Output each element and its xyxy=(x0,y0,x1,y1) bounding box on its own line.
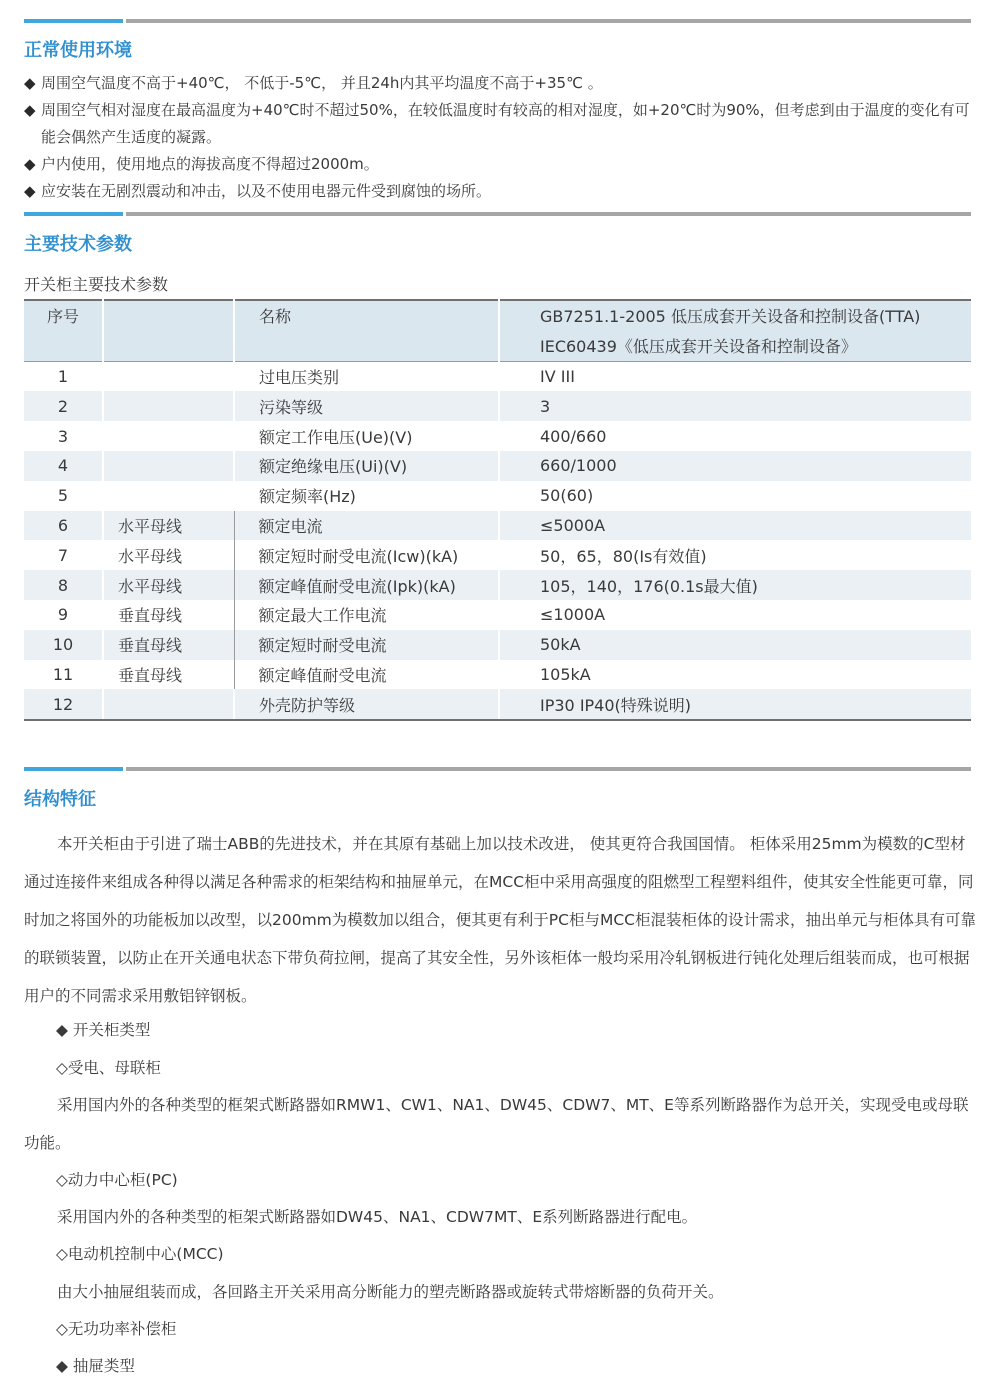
cell-group: 垂直母线 xyxy=(103,630,234,660)
drawer-heading: ◆ 抽屉类型 xyxy=(56,1357,135,1375)
type4-title: ◇无功功率补偿柜 xyxy=(56,1320,177,1338)
cell-value: IP30 IP40(特殊说明) xyxy=(499,689,971,720)
section-title-parameters: 主要技术参数 xyxy=(24,234,132,255)
cell-name: 过电压类别 xyxy=(234,361,499,391)
table-row xyxy=(24,689,971,720)
cell-value: 400/660 xyxy=(540,426,607,446)
cell-group: 垂直母线 xyxy=(103,600,234,630)
table-header-row xyxy=(24,331,971,361)
cell-no: 3 xyxy=(24,421,103,451)
cell-value: 50，65，80(Is有效值) xyxy=(540,546,707,566)
cell-group xyxy=(103,421,234,451)
cell-no: 10 xyxy=(24,630,103,660)
cell-no: 1 xyxy=(24,361,103,391)
divider-line xyxy=(126,212,971,216)
header-standard-2: IEC60439《低压成套开关设备和控制设备》 xyxy=(499,331,971,361)
cell-group: 水平母线 xyxy=(103,540,234,570)
table-row xyxy=(24,391,971,421)
environment-list xyxy=(24,70,979,205)
table-row xyxy=(24,630,971,660)
table-row xyxy=(24,421,971,451)
cell-group: 水平母线 xyxy=(103,570,234,600)
diamond-bullet-icon: ◆ xyxy=(24,155,36,173)
cell-no: 6 xyxy=(24,511,103,541)
diamond-bullet-icon: ◆ xyxy=(24,182,36,200)
cell-no: 11 xyxy=(24,660,103,690)
section-divider xyxy=(24,767,971,772)
cell-group: 水平母线 xyxy=(103,511,234,541)
cell-no: 12 xyxy=(24,689,103,720)
cell-value: 50(60) xyxy=(540,486,594,506)
diamond-bullet-icon: ◆ xyxy=(24,74,36,92)
type3-desc: 由大小抽屉组装而成，各回路主开关采用高分断能力的塑壳断路器或旋转式带熔断器的负荷开关。 xyxy=(57,1283,724,1301)
cell-value: 105，140，176(0.1s最大值) xyxy=(499,570,971,600)
cell-name: 额定最大工作电流 xyxy=(234,600,499,630)
cell-name: 额定绝缘电压(Ui)(V) xyxy=(234,451,499,481)
cell-value: ≤5000A xyxy=(499,511,971,541)
cell-group xyxy=(103,451,234,481)
cell-value: ≤1000A xyxy=(540,605,606,625)
cell-value: IV III xyxy=(540,366,575,386)
cell-no: 8 xyxy=(24,570,103,600)
table-row xyxy=(24,451,971,481)
table-row xyxy=(24,570,971,600)
list-item: ◆ 周围空气相对湿度在最高温度为+40℃时不超过50%，在较低温度时有较高的相对湿度，如+20℃时为90%，但考虑到由于温度的变化有可能会偶然产生适度的凝露。 xyxy=(24,97,979,151)
table-row xyxy=(24,600,971,630)
types-heading: ◆ 开关柜类型 xyxy=(56,1021,151,1039)
cell-name: 额定峰值耐受电流(Ipk)(kA) xyxy=(234,570,499,600)
cell-no: 9 xyxy=(24,600,103,630)
cell-group xyxy=(103,481,234,511)
section-title-environment: 正常使用环境 xyxy=(24,40,132,61)
cell-group xyxy=(103,689,234,720)
cell-name: 额定频率(Hz) xyxy=(234,481,499,511)
table-row xyxy=(24,361,971,391)
section-divider xyxy=(24,19,971,24)
divider-accent xyxy=(24,19,123,23)
type2-desc: 采用国内外的各种类型的柜架式断路器如DW45、NA1、CDW7MT、E系列断路器进行配电。 xyxy=(57,1208,698,1226)
list-item: ◆ 应安装在无剧烈震动和冲击，以及不使用电器元件受到腐蚀的场所。 xyxy=(24,178,979,205)
cell-name: 外壳防护等级 xyxy=(234,689,499,720)
cell-value: 105kA xyxy=(540,664,591,684)
header-no: 序号 xyxy=(24,300,103,331)
table-caption: 开关柜主要技术参数 xyxy=(24,275,169,294)
divider-accent xyxy=(24,767,123,771)
section-divider xyxy=(24,212,971,217)
structure-intro: 本开关柜由于引进了瑞士ABB的先进技术，并在其原有基础上加以技术改进， 使其更符合我国国情。 柜体采用25mm为模数的C型材通过连接件来组成各种得以满足各种需求的柜架结构和抽屉单元，在MCC柜中采用高强度的阻燃型工程塑料组件，使其安全性能更可靠，同时加之将国外的功能板加以改型，以200mm为模数加以组合，便其更有利于PC柜与MCC柜混装柜体的设计需求，抽出单元与柜体具有可靠的联锁装置，以防止在开关通电状态下带负荷拉闸，提高了其安全性，另外该柜体一般均采用冷轧钢板进行钝化处理后组装而成，也可根据用户的不同需求采用敷铝锌钢板。 xyxy=(24,835,976,1005)
cell-no: 5 xyxy=(24,481,103,511)
cell-group xyxy=(103,361,234,391)
cell-value: 50kA xyxy=(499,630,971,660)
type2-title: ◇动力中心柜(PC) xyxy=(56,1171,178,1189)
header-name: 名称 xyxy=(234,300,499,331)
table-header-row xyxy=(24,300,971,331)
cell-value: 3 xyxy=(499,391,971,421)
list-item: ◆ 户内使用，使用地点的海拔高度不得超过2000m。 xyxy=(24,151,979,178)
divider-accent xyxy=(24,212,123,216)
cell-value: 660/1000 xyxy=(499,451,971,481)
cell-name: 额定短时耐受电流 xyxy=(234,630,499,660)
cell-no: 7 xyxy=(24,540,103,570)
header-standard-1: GB7251.1-2005 低压成套开关设备和控制设备(TTA) xyxy=(499,300,971,331)
table-row xyxy=(24,540,971,570)
type1-title: ◇受电、母联柜 xyxy=(56,1059,161,1077)
cell-name: 污染等级 xyxy=(234,391,499,421)
cell-no: 4 xyxy=(24,451,103,481)
divider-line xyxy=(126,767,971,771)
cell-no: 2 xyxy=(24,391,103,421)
cell-group xyxy=(103,391,234,421)
divider-line xyxy=(126,19,971,23)
cell-group: 垂直母线 xyxy=(103,660,234,690)
table-row xyxy=(24,660,971,690)
cell-name: 额定工作电压(Ue)(V) xyxy=(234,421,499,451)
parameters-table xyxy=(24,299,971,721)
section-title-structure: 结构特征 xyxy=(24,789,96,810)
cell-name: 额定短时耐受电流(Icw)(kA) xyxy=(234,540,499,570)
diamond-bullet-icon: ◆ xyxy=(24,101,36,119)
cell-name: 额定峰值耐受电流 xyxy=(234,660,499,690)
table-row xyxy=(24,481,971,511)
type3-title: ◇电动机控制中心(MCC) xyxy=(56,1245,224,1263)
type1-desc: 采用国内外的各种类型的框架式断路器如RMW1、CW1、NA1、DW45、CDW7、MT、E等系列断路器作为总开关，实现受电或母联功能。 xyxy=(24,1096,969,1152)
list-item: ◆ 周围空气温度不高于+40℃， 不低于-5℃， 并且24h内其平均温度不高于+35℃ 。 xyxy=(24,70,979,97)
table-row xyxy=(24,511,971,541)
cell-name: 额定电流 xyxy=(234,511,499,541)
